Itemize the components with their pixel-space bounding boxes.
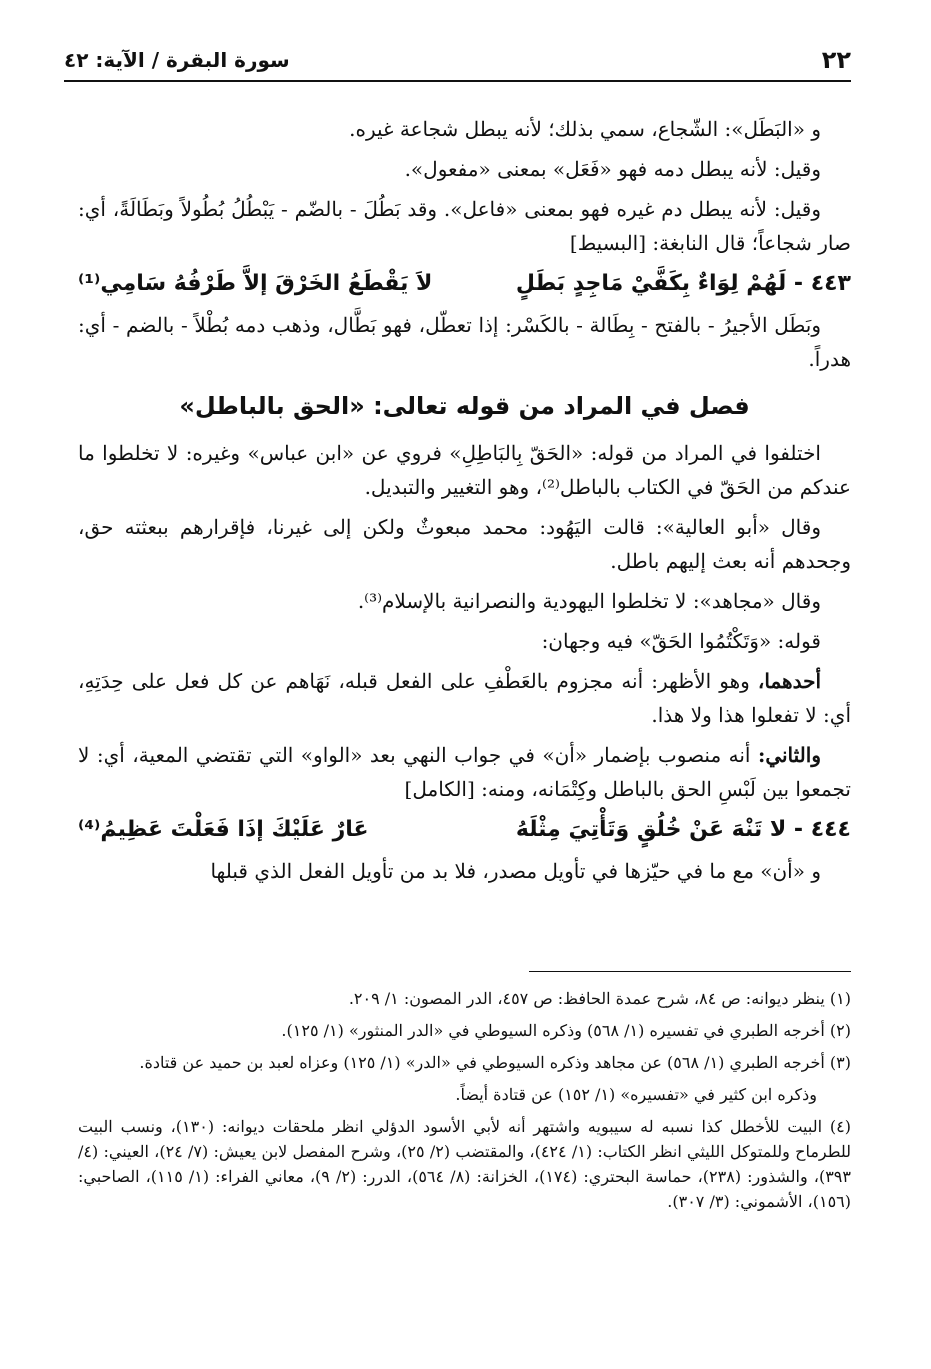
verse-444 [78,812,851,848]
verse-443 [78,266,851,302]
paragraph-an: و «أن» مع ما في حيّزها في تأويل مصدر، فلا بد من تأويل الفعل الذي قبلها [210,859,821,883]
footnote-3: (٣) أخرجه الطبري (١/ ٥٦٨) عن مجاهد وذكره السيوطي في «الدر» (١/ ١٢٥) وعزاه لعبد بن حميد عن قتادة. [139,1053,851,1072]
paragraph-ahaduhuma-text: وهو الأظهر: أنه مجزوم بالعَطْفِ على الفعل قبله، نَهَاهم عن كل فعل على حِدَتِهِ، أي: لا تفعلوا هذا ولا هذا. [78,669,851,727]
paragraph-qil-2: وقيل: لأنه يبطل دم غيره فهو بمعنى «فاعل». وقد بَطُلَ - بالضّم - يَبْطُلُ بُطُولاً وبَطَالَةً، أي: صار شجاعاً؛ قال النابغة: [البسيط] [78,197,851,255]
footnote-1: (١) ينظر ديوانه: ص ٨٤، شرح عمدة الحافظ: ص ٤٥٧، الدر المصون: ١/ ٢٠٩. [348,989,851,1008]
page-header [64,40,851,82]
paragraph-batal-ajir: وبَطَل الأجيرُ - بالفتح - بِطَالة - بالكَسْر: إذا تعطّل، فهو بَطَّال، وذهب دمه بُطْلاً - بالضم - أي: هدراً. [78,313,851,371]
footnote-3-continued: وذكره ابن كثير في «تفسيره» (١/ ١٥٢) عن قتادة أيضاً. [455,1085,817,1104]
paragraph-qawluhu: قوله: «وَتَكْتُمُوا الحَقّ» فيه وجهان: [541,629,821,653]
footnotes [78,986,851,1221]
paragraph-ahaduhuma-lead: أحدهما، [757,669,821,693]
paragraph-batal: و «البَطَل»: الشّجاع، سمي بذلك؛ لأنه يبطل شجاعة غيره. [349,117,821,141]
paragraph-abu-aliya: وقال «أبو العالية»: قالت اليَهُود: محمد مبعوثٌ ولكن إلى غيرنا، فإقرارهم ببعثته حق، وجحدهم أنه بعث إليهم باطل. [78,515,851,573]
section-heading: فصل في المراد من قوله تعالى: «الحق بالباطل» [179,392,750,420]
verse-443-second-hemistich: لاَ يَقْطَعُ الخَرْقَ إلاَّ طَرْفُهُ سَامِي⁽¹⁾ [78,271,433,296]
footnote-2: (٢) أخرجه الطبري في تفسيره (١/ ٥٦٨) وذكره السيوطي في «الدر المنثور» (١/ ١٢٥). [281,1021,851,1040]
page-number: ٢٢ [821,46,851,74]
verse-444-second-hemistich: عَارٌ عَلَيْكَ إذَا فَعَلْتَ عَظِيمُ⁽⁴⁾ [78,817,369,842]
running-title: سورة البقرة / الآية: ٤٢ [64,48,290,72]
verse-443-first-hemistich: ٤٤٣ - لَهُمْ لِوَاءٌ بِكَفَّيْ مَاجِدٍ بَطَلٍ [515,271,851,296]
paragraph-thani-text: أنه منصوب بإضمار «أن» في جواب النهي بعد «الواو» التي تقتضي المعية، أي: لا تجمعوا بين لَبْسِ الحق بالباطل وكِتْمَانه، ومنه: [الكامل] [78,743,851,801]
paragraph-mujahid: وقال «مجاهد»: لا تخلطوا اليهودية والنصرانية بالإسلام⁽³⁾. [357,589,821,613]
footnote-divider [529,971,851,972]
main-text [78,112,851,894]
paragraph-thani-lead: والثاني: [757,743,821,767]
paragraph-ahaduhuma [78,664,851,732]
paragraph-thani [78,738,851,806]
footnote-4: (٤) البيت للأخطل كذا نسبه له سيبويه واشتهر أنه لأبي الأسود الدؤلي انظر ملحقات ديوانه: (١٣٠)، ونسب البيت للطرماح وللمتوكل الليثي انظر الكتاب: (١/ ٤٢٤)، والمقتضب (٢/ ٢٥)، وشرح المفصل لابن يعيش: (٧/ ٢٤)، العيني: (٤/ ٣٩٣)، والشذور: (٢٣٨)، حماسة البحتري: (١٧٤)، الخزانة: (٨/ ٥٦٤)، الدرر: (٢/ ٩)، معاني الفراء: (١/ ١١٥)، الصاحبي: (١٥٦)، الأشموني: (٣/ ٣٠٧). [78,1117,852,1211]
paragraph-qil-1: وقيل: لأنه يبطل دمه فهو «فَعَل» بمعنى «مفعول». [404,157,821,181]
paragraph-ikhtalafu: اختلفوا في المراد من قوله: «الحَقّ بِالبَاطِلِ» فروي عن «ابن عباس» وغيره: لا تخلطوا ما عندكم من الحَقّ في الكتاب بالباطل⁽²⁾، وهو التغيير والتبديل. [78,441,851,499]
verse-444-first-hemistich: ٤٤٤ - لا تَنْهَ عَنْ خُلُقٍ وَتَأْتِيَ مِثْلَهُ [515,817,851,842]
